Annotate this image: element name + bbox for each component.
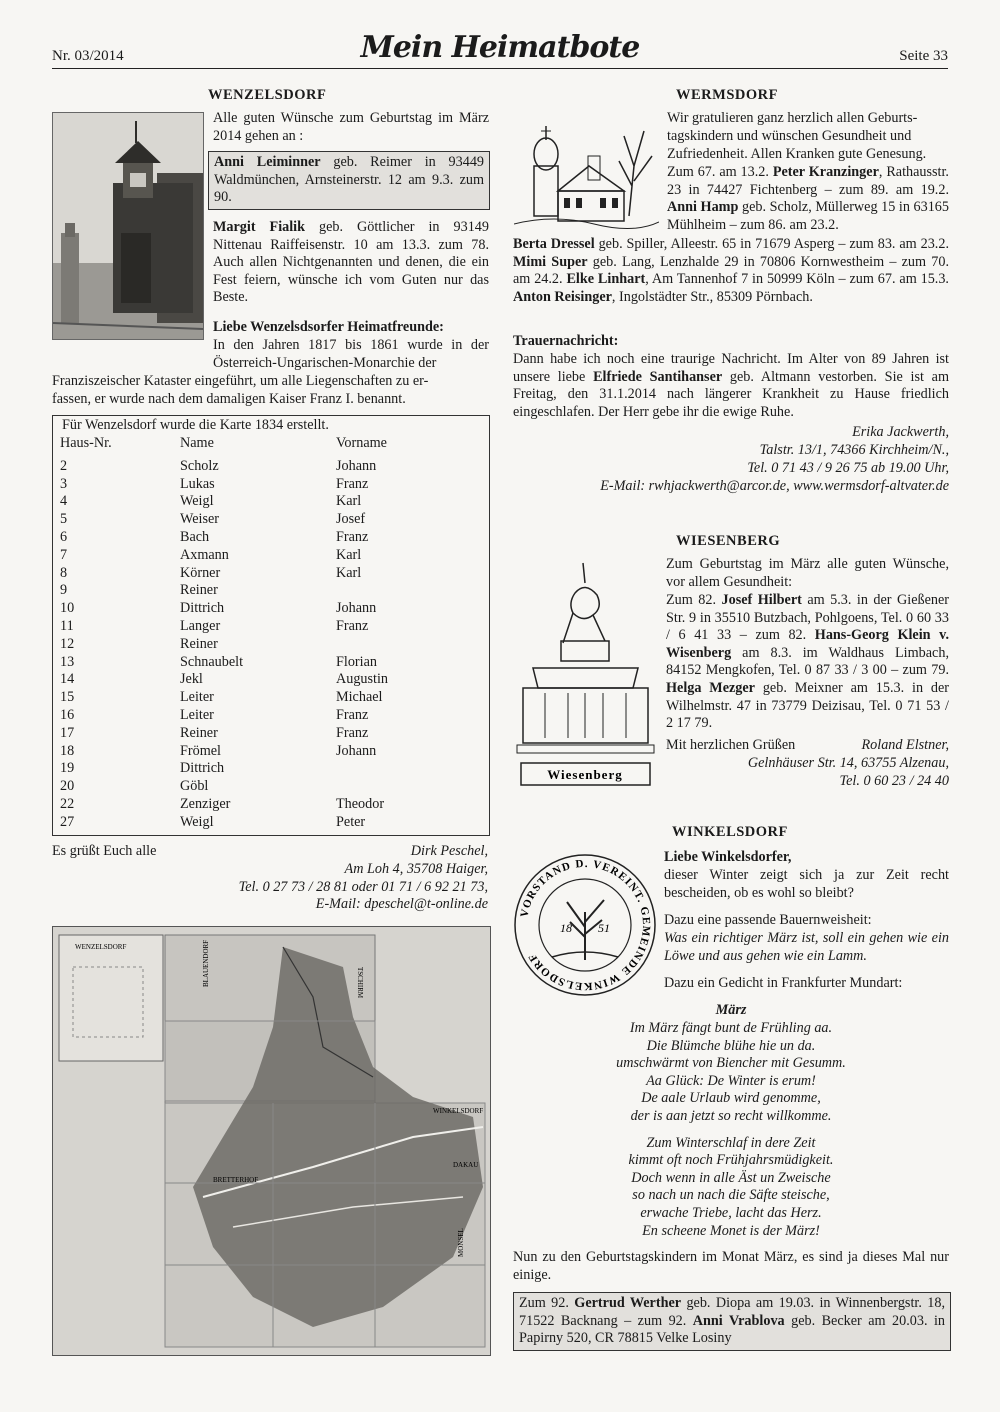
p2-text-b: geb. Lang, Lenzhalde 29 in 70806 Kornwestheim – zum 70. am 24.2. [513, 253, 949, 288]
cell-vorname: Karl [336, 493, 362, 510]
wk-box-text-b: geb. Diopa am 19.03. in Winnenbergstr. 18, 71522 Backnang – zum 92. [519, 1295, 945, 1329]
box-text: geb. Reimer in 93449 Waldmünchen, Arnsteinerstr. 12 am 9.3. zum 90. [214, 154, 485, 206]
table-row [60, 778, 486, 796]
house-table-box [52, 415, 490, 836]
mourn-text-b: geb. Altmann vestorben. Sie ist am Freitag, den 31.1.2014 nach längerer Krankheit zu Hause friedlich eingeschlafen. Der Herr gebe ihr die ewige Ruhe. [513, 368, 949, 420]
friends-heading-text: Liebe Wenzelsdsorfer Heimatfreunde: [213, 319, 444, 335]
cell-name: Körner [180, 564, 221, 581]
cell-name: Schnaubelt [180, 653, 244, 670]
cell-haus-nr: 12 [60, 635, 75, 652]
cell-haus-nr: 3 [60, 475, 68, 492]
cell-name: Dittrich [180, 600, 225, 617]
margit-paragraph [213, 219, 489, 307]
poem-line: Die Blümche blühe hie un da. [646, 1037, 816, 1054]
cell-name: Lukas [180, 475, 215, 492]
wb-text-d: geb. Meixner am 15.3. in der Wilhelmstr. 47 in 73779 Deizisau, Tel. 0 71 53 / 2 17 79. [666, 679, 949, 732]
cell-vorname [336, 636, 486, 654]
wk-box-text-a: Zum 92. [519, 1295, 575, 1311]
cell-haus-nr: 18 [60, 742, 75, 759]
p1-text-c: geb. Scholz, Müllerweg 15 in 63165 Mühlheim – zum 86. am 23.2. [667, 199, 949, 233]
map-label-winkelsdorf: WINKELSDORF [433, 1107, 484, 1115]
house-table [60, 435, 486, 832]
poem-line: erwache Triebe, lacht das Herz. [640, 1204, 822, 1221]
p2-text-d: , Ingolstädter Str., 85309 Pörnbach. [611, 288, 813, 305]
wermsdorf-line-2: tagskindern und wünschen Gesundheit und [667, 128, 912, 144]
fountain-illustration [513, 553, 658, 789]
chapel-photo [52, 112, 204, 340]
cell-name: Dittrich [180, 760, 225, 777]
col-haus-nr: Haus-Nr. [60, 435, 112, 451]
table-row [60, 725, 486, 743]
mourn-text-a: Dann habe ich noch eine traurige Nachricht. Im Alter von 89 Jahren ist unsere liebe [513, 351, 949, 385]
cell-haus-nr: 27 [60, 813, 75, 830]
cell-vorname [336, 760, 486, 778]
sig-addr-jackwerth: Talstr. 13/1, 74366 Kirchheim/N., [759, 442, 949, 458]
cell-vorname: Franz [336, 724, 369, 741]
sig-addr-peschel: Am Loh 4, 35708 Haiger, [344, 861, 488, 877]
name-fialik: Margit Fialik [213, 219, 305, 235]
table-row [60, 689, 486, 707]
sig-mail-peschel: E-Mail: dpeschel@t-online.de [315, 896, 488, 912]
sig-tel-elstner: Tel. 0 60 23 / 24 40 [839, 773, 949, 789]
friends-text-2: Franziszeischer Kataster eingeführt, um alle Liegenschaften zu er- [52, 373, 429, 389]
map-label-dakau: DAKAU [453, 1161, 479, 1169]
margit-text: geb. Göttlicher in 93149 Nittenau Raiffeisenstr. 10 am 13.3. zum 78. Auch allen Nichtgenannten und denen, die ein Fest feiern, wünsche ich vom Guten nur das Beste. [213, 219, 489, 306]
table-row [60, 760, 486, 778]
wk-box-text-c: geb. Becker am 20.03. in Papirny 520, CR 78815 Velke Losiny [519, 1312, 945, 1347]
table-row [60, 618, 486, 636]
issue-number: Nr. 03/2014 [52, 48, 124, 64]
sig-name-peschel: Dirk Peschel, [410, 843, 488, 859]
header-rule [52, 68, 948, 69]
cell-vorname: Peter [336, 813, 366, 830]
table-row [60, 796, 486, 814]
cell-haus-nr: 5 [60, 511, 68, 528]
poem-line: so nach un nach die Säfte steische, [632, 1187, 830, 1204]
table-row [60, 547, 486, 565]
wb-text-b: am 5.3. in der Gießener Str. 9 in 35510 Butzbach, Pohlgoens, Tel. 0 60 33 / 6 41 33 – zum 82. [666, 592, 950, 644]
cell-haus-nr: 8 [60, 564, 68, 581]
name-linhart: Elke Linhart [566, 271, 646, 288]
cell-vorname: Franz [336, 475, 369, 492]
cell-vorname: Franz [336, 706, 369, 723]
sig-tel-peschel: Tel. 0 27 73 / 28 81 oder 01 71 / 6 92 21 73, [238, 879, 488, 895]
cadastral-map [52, 926, 491, 1356]
cell-name: Reiner [180, 635, 218, 652]
table-row [60, 671, 486, 689]
birthday-box-winkelsdorf [513, 1292, 951, 1351]
cell-name: Reiner [180, 724, 218, 741]
map-label-wenzelsdorf: WENZELSDORF [75, 943, 127, 951]
cell-name: Axmann [180, 546, 229, 563]
poem-line: Doch wenn in alle Äst un Zweische [631, 1169, 831, 1186]
poem-line [513, 1126, 949, 1135]
p2-text-c: , Am Tannenhof 7 in 50999 Köln – zum 67. am 15.3. [645, 271, 949, 288]
friends-text-3: fassen, er wurde nach dem damaligen Kaiser Franz I. benannt. [52, 391, 406, 407]
map-illustration [53, 927, 490, 1355]
map-label-bretterhof: BRETTERHOF [213, 1176, 259, 1184]
poem-line: umschwärmt von Biencher mit Gesumm. [616, 1055, 846, 1072]
poem-line: Im März fängt bunt de Frühling aa. [629, 1020, 833, 1036]
wiesenberg-logo-text: Wiesenberg [547, 767, 623, 782]
mourning-heading [513, 333, 618, 351]
friends-heading [213, 319, 489, 337]
seal-text: VORSTAND D. VEREINT. GEMEINDE WINKELSDORF [518, 857, 653, 993]
chapel-illustration [53, 113, 203, 339]
cell-vorname: Karl [336, 564, 362, 581]
name-reisinger: Anton Reisinger [513, 288, 612, 305]
cell-name: Frömel [180, 742, 221, 759]
cell-haus-nr: 11 [60, 617, 74, 634]
cell-haus-nr: 22 [60, 795, 75, 812]
name-hamp: Anni Hamp [667, 199, 739, 216]
greeting-heading-text: Liebe Winkelsdorfer, [664, 849, 792, 865]
wenzelsdorf-intro: Alle guten Wünsche zum Geburtstag im März 2014 gehen an : [213, 110, 489, 144]
cell-haus-nr: 10 [60, 600, 75, 617]
name-super: Mimi Super [513, 253, 588, 270]
p1-text-b: , Rathausstr. 23 in 74427 Fichtenberg – zum 89. am 19.2. [667, 164, 949, 198]
cell-vorname [336, 582, 486, 600]
table-row [60, 654, 486, 672]
wermsdorf-line-3: Zufriedenheit. Allen Kranken gute Genesung. [667, 146, 927, 162]
poem-intro: Dazu ein Gedicht in Frankfurter Mundart: [664, 975, 903, 991]
friends-text-1: In den Jahren 1817 bis 1861 wurde in der Österreich-Ungarischen-Monarchie der [213, 337, 489, 371]
cell-name: Langer [180, 617, 221, 634]
cell-vorname: Theodor [336, 795, 385, 812]
mourning-heading-text: Trauernachricht: [513, 333, 619, 349]
mourning-paragraph [513, 351, 949, 421]
cell-haus-nr: 14 [60, 671, 75, 688]
cell-name: Leiter [180, 689, 214, 706]
birthday-box-leiminner [208, 151, 490, 210]
table-row [60, 476, 486, 494]
cell-vorname: Johann [336, 600, 377, 617]
cell-haus-nr: 9 [60, 582, 68, 599]
table-row [60, 743, 486, 761]
name-leiminner: Anni Leiminner [214, 154, 321, 170]
cell-name: Weiser [180, 511, 220, 528]
wermsdorf-paragraph-1 [667, 164, 949, 234]
table-row [60, 600, 486, 618]
cell-vorname: Johann [336, 457, 377, 474]
section-title-winkelsdorf: WINKELSDORF [672, 824, 788, 840]
winkelsdorf-greeting-text: dieser Winter zeigt sich ja zur Zeit recht bescheiden, ob es wohl so bleibt? [664, 867, 949, 901]
poem-title: März [715, 1002, 747, 1018]
name-vrablova: Anni Vrablova [692, 1312, 785, 1329]
cell-haus-nr: 13 [60, 653, 75, 670]
cell-vorname: Michael [336, 689, 383, 706]
cell-vorname: Karl [336, 546, 362, 563]
table-row [60, 529, 486, 547]
name-werther: Gertrud Werther [574, 1295, 682, 1311]
wiesenberg-intro: Zum Geburtstag im März alle guten Wünsche, vor allem Gesundheit: [666, 556, 949, 590]
section-title-wiesenberg: WIESENBERG [676, 533, 781, 549]
winkelsdorf-outro: Nun zu den Geburtstagskindern im Monat März, es sind ja dieses Mal nur einige. [513, 1249, 949, 1283]
cell-haus-nr: 4 [60, 493, 68, 510]
seal-year-left: 18 [560, 921, 572, 935]
map-label-monsel: MONSEL [457, 1228, 465, 1257]
greeting-left: Es grüßt Euch alle [52, 843, 157, 859]
seal-illustration [512, 852, 658, 998]
sig-addr-elstner: Gelnhäuser Str. 14, 63755 Alzenau, [747, 755, 949, 771]
church-illustration [514, 106, 659, 234]
seal-year-right: 51 [598, 921, 610, 935]
cell-haus-nr: 15 [60, 689, 75, 706]
table-caption: Für Wenzelsdorf wurde die Karte 1834 erstellt. [62, 417, 329, 433]
col-vorname: Vorname [336, 435, 387, 451]
name-kranzinger: Peter Kranzinger [772, 164, 879, 180]
cell-haus-nr: 19 [60, 760, 75, 777]
cell-name: Göbl [180, 778, 209, 795]
masthead-logo: Mein Heimatbote [360, 30, 640, 65]
cell-name: Reiner [180, 582, 218, 599]
poem-line: En scheene Monet is der März! [642, 1222, 820, 1239]
sig-name-elstner: Roland Elstner, [861, 737, 949, 753]
cell-name: Zenziger [180, 795, 231, 812]
sig-mail-jackwerth: E-Mail: rwhjackwerth@arcor.de, www.wermsdorf-altvater.de [600, 478, 949, 494]
cell-name: Bach [180, 528, 210, 545]
section-title-wermsdorf: WERMSDORF [676, 87, 778, 103]
page-number: Seite 33 [899, 48, 948, 64]
cell-name: Scholz [180, 457, 219, 474]
poem-line: der is aan jetzt so recht willkomme. [630, 1107, 832, 1124]
weisheit-intro: Dazu eine passende Bauernweisheit: [664, 912, 872, 928]
map-label-blauendorf: BLAUENDORF [202, 939, 210, 987]
name-klein: Hans-Georg Klein v. Wisenberg [666, 627, 950, 661]
wb-text-c: am 8.3. im Waldhaus Limbach, 84152 Mengkofen, Tel. 0 87 33 / 3 00 – zum 79. [666, 644, 949, 679]
name-santihanser: Elfriede Santihanser [593, 368, 723, 385]
table-row [60, 636, 486, 654]
wiesenberg-emblem [513, 553, 658, 789]
wiesenberg-greeting: Mit herzlichen Grüßen [666, 737, 796, 753]
sig-name-jackwerth: Erika Jackwerth, [852, 424, 949, 440]
table-row [60, 707, 486, 725]
wermsdorf-line-1: Wir gratulieren ganz herzlich allen Geburts- [667, 110, 918, 126]
wermsdorf-paragraph-2 [513, 236, 949, 306]
poem-line: Zum Winterschlaf in dere Zeit [646, 1134, 816, 1151]
cell-haus-nr: 17 [60, 724, 75, 741]
sig-tel-jackwerth: Tel. 0 71 43 / 9 26 75 ab 19.00 Uhr, [747, 460, 949, 476]
map-label-tschirm: TSCHIRM [356, 967, 364, 999]
wb-text-a: Zum 82. [666, 592, 722, 608]
table-header-row [60, 435, 486, 453]
name-mezger: Helga Mezger [666, 679, 755, 696]
cell-vorname: Franz [336, 528, 369, 545]
poem-line: Aa Glück: De Winter is erum! [646, 1072, 816, 1089]
cell-vorname: Florian [336, 653, 377, 670]
cell-vorname [336, 778, 486, 796]
p1-text-a: Zum 67. am 13.2. [667, 164, 773, 180]
col-name: Name [180, 435, 214, 451]
wiesenberg-paragraph [666, 592, 949, 733]
cell-name: Jekl [180, 671, 203, 688]
church-drawing [514, 106, 659, 234]
cell-haus-nr: 20 [60, 778, 75, 795]
house-table-body [60, 458, 486, 832]
cell-vorname: Augustin [336, 671, 389, 688]
table-row [60, 814, 486, 832]
table-row [60, 511, 486, 529]
cell-name: Weigl [180, 813, 214, 830]
table-row [60, 582, 486, 600]
cell-vorname: Franz [336, 617, 369, 634]
cell-haus-nr: 7 [60, 546, 68, 563]
table-row [60, 458, 486, 476]
cell-haus-nr: 16 [60, 706, 75, 723]
cell-vorname: Johann [336, 742, 377, 759]
name-hilbert: Josef Hilbert [721, 592, 802, 608]
cell-vorname: Josef [336, 511, 366, 528]
poem-line: De aale Urlaub wird genomme, [641, 1090, 821, 1107]
poem-line: kimmt oft noch Frühjahrsmüdigkeit. [628, 1152, 834, 1169]
p2-text-a: geb. Spiller, Alleestr. 65 in 71679 Asperg – zum 83. am 23.2. [594, 236, 949, 252]
winkelsdorf-greeting-heading [664, 849, 791, 867]
cell-haus-nr: 6 [60, 528, 68, 545]
table-row [60, 493, 486, 511]
cell-name: Leiter [180, 706, 214, 723]
cell-haus-nr: 2 [60, 457, 68, 474]
table-row [60, 565, 486, 583]
name-dressel: Berta Dressel [513, 236, 595, 252]
poem [513, 1020, 949, 1240]
section-title-wenzelsdorf: WENZELSDORF [208, 87, 327, 103]
weisheit-text: Was ein richtiger März ist, soll ein gehen wie ein Löwe und aus gehen wie ein Lamm. [664, 930, 949, 964]
winkelsdorf-seal [512, 852, 658, 998]
cell-name: Weigl [180, 493, 214, 510]
